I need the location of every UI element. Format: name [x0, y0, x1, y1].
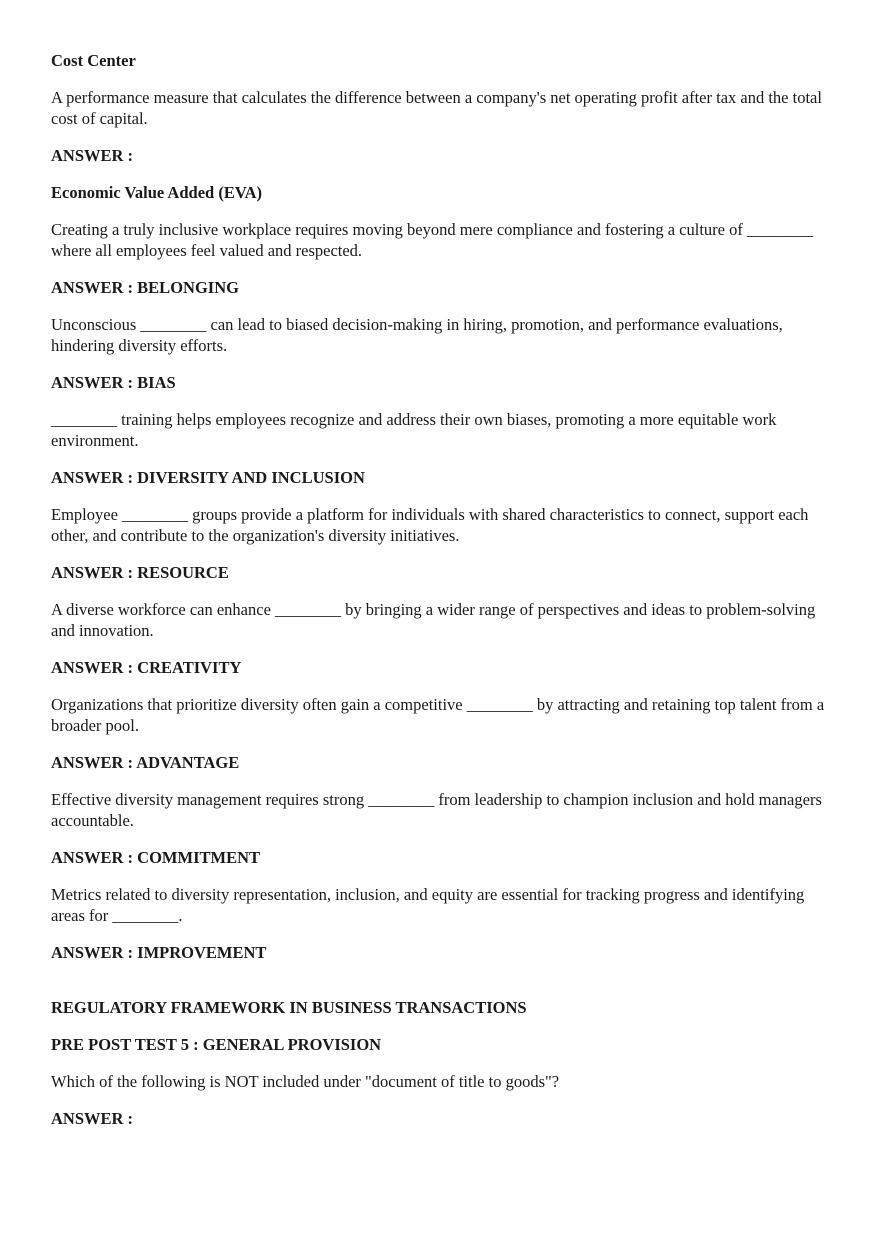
question-text: Organizations that prioritize diversity often gain a competitive ________ by attracting and retaining top talent from a broader pool. — [51, 695, 825, 735]
answer-label: ANSWER : CREATIVITY — [51, 658, 242, 677]
answer-label: ANSWER : — [51, 1109, 134, 1128]
answer-value: Economic Value Added (EVA) — [51, 183, 263, 202]
question-text: Employee ________ groups provide a platform for individuals with shared characteristics to connect, support each other, and contribute to the organization's diversity initiatives. — [51, 505, 809, 545]
answer-label: ANSWER : BIAS — [51, 373, 176, 392]
question-text: A diverse workforce can enhance ________ by bringing a wider range of perspectives and ideas to problem-solving and innovation. — [51, 600, 816, 640]
document-page — [51, 50, 841, 1145]
answer-label: ANSWER : COMMITMENT — [51, 848, 260, 867]
answer-label: ANSWER : DIVERSITY AND INCLUSION — [51, 468, 365, 487]
test-title: PRE POST TEST 5 : GENERAL PROVISION — [51, 1035, 382, 1054]
answer-label: ANSWER : — [51, 146, 134, 165]
term-heading: Cost Center — [51, 51, 136, 70]
question-text: Metrics related to diversity representation, inclusion, and equity are essential for tracking progress and identifying areas for ________. — [51, 885, 805, 925]
question-text: Which of the following is NOT included under "document of title to goods"? — [51, 1072, 560, 1091]
question-text: Creating a truly inclusive workplace requires moving beyond mere compliance and fostering a culture of ________ where all employees feel valued and respected. — [51, 220, 813, 260]
answer-label: ANSWER : ADVANTAGE — [51, 753, 240, 772]
question-text: Effective diversity management requires strong ________ from leadership to champion inclusion and hold managers accountable. — [51, 790, 822, 830]
question-text: Unconscious ________ can lead to biased decision-making in hiring, promotion, and performance evaluations, hindering diversity efforts. — [51, 315, 783, 355]
answer-label: ANSWER : RESOURCE — [51, 563, 229, 582]
answer-label: ANSWER : IMPROVEMENT — [51, 943, 267, 962]
question-text: A performance measure that calculates the difference between a company's net operating profit after tax and the total cost of capital. — [51, 88, 822, 128]
answer-label: ANSWER : BELONGING — [51, 278, 239, 297]
section-title: REGULATORY FRAMEWORK IN BUSINESS TRANSACTIONS — [51, 998, 527, 1017]
question-text: ________ training helps employees recognize and address their own biases, promoting a more equitable work environment. — [51, 410, 777, 450]
